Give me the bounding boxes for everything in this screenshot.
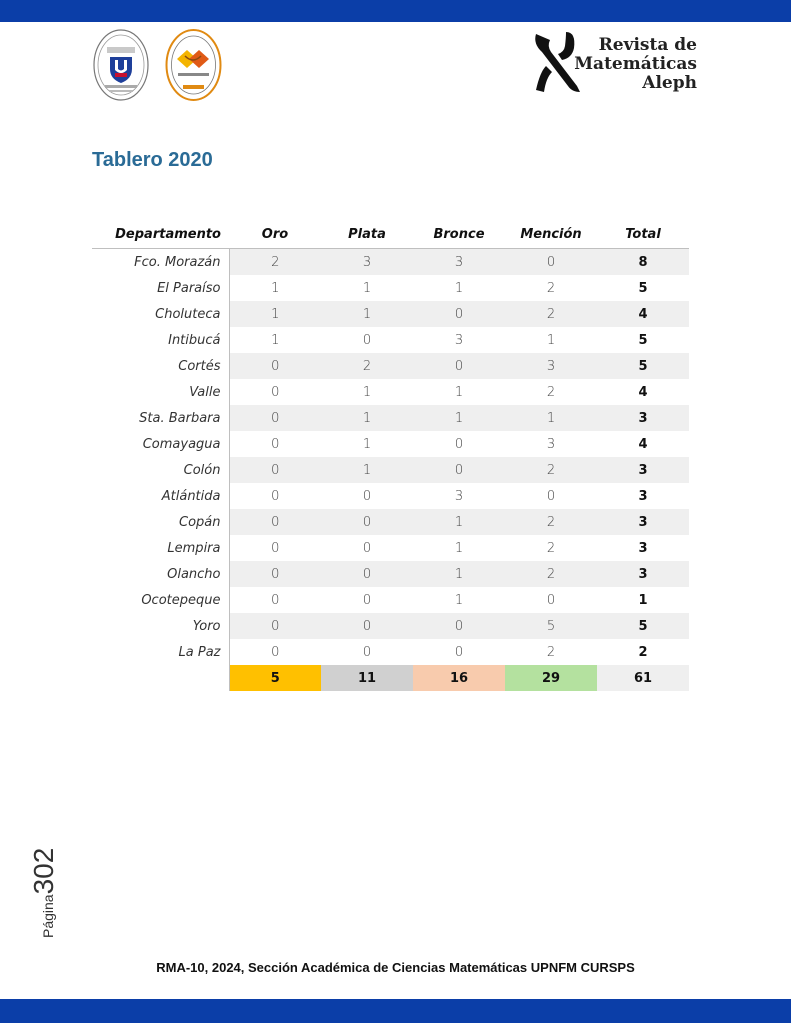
- cell-bronce: 1: [454, 384, 464, 400]
- col-header-plata: Plata: [321, 220, 413, 249]
- cell-mencion: 3: [505, 353, 597, 379]
- total-mencion: 29: [505, 665, 597, 691]
- brand-line-1: Revista de: [598, 35, 697, 55]
- cell-bronce: 1: [454, 540, 464, 556]
- cell-oro: 0: [271, 436, 280, 452]
- table-row: [92, 509, 689, 535]
- cell-mencion: 2: [546, 280, 556, 296]
- table-body: [92, 249, 689, 666]
- cell-departamento: Fco. Morazán: [92, 249, 229, 276]
- cell-total: 2: [638, 644, 648, 660]
- cell-mencion: 5: [505, 613, 597, 639]
- cell-departamento: Comayagua: [92, 431, 229, 457]
- cell-oro: 0: [271, 540, 280, 556]
- cell-plata: 1: [362, 384, 372, 400]
- cell-bronce: 0: [413, 301, 505, 327]
- cell-total: 3: [597, 561, 689, 587]
- cell-total: 1: [638, 592, 648, 608]
- cell-oro: 1: [271, 332, 280, 348]
- cell-departamento: Colón: [92, 457, 229, 483]
- cell-plata: 0: [321, 613, 413, 639]
- cell-total: 5: [597, 613, 689, 639]
- table-row: [92, 379, 689, 405]
- cell-departamento: Lempira: [92, 535, 229, 561]
- cell-mencion: 2: [546, 384, 556, 400]
- cell-oro: 0: [271, 592, 280, 608]
- cell-plata: 0: [362, 644, 372, 660]
- cell-departamento: La Paz: [92, 639, 229, 665]
- cell-plata: 0: [362, 488, 372, 504]
- page-word: Página: [40, 894, 56, 938]
- col-header-bronce: Bronce: [413, 220, 505, 249]
- cell-total: 4: [638, 384, 648, 400]
- upnfm-math-logo: [165, 29, 222, 101]
- table-row: [92, 535, 689, 561]
- cell-oro: 0: [229, 405, 321, 431]
- cell-oro: 2: [229, 249, 321, 276]
- cell-mencion: 2: [505, 457, 597, 483]
- table-row: [92, 275, 689, 301]
- cell-departamento: Ocotepeque: [92, 587, 229, 613]
- cell-departamento: Sta. Barbara: [92, 405, 229, 431]
- cell-plata: 1: [321, 301, 413, 327]
- table-row: [92, 327, 689, 353]
- cell-plata: 0: [321, 509, 413, 535]
- totals-blank-cell: [92, 665, 229, 691]
- col-header-mencion: Mención: [505, 220, 597, 249]
- footer-citation: RMA-10, 2024, Sección Académica de Ciencias Matemáticas UPNFM CURSPS: [156, 960, 635, 975]
- cell-plata: 1: [321, 457, 413, 483]
- cell-oro: 0: [229, 561, 321, 587]
- table-row: [92, 301, 689, 327]
- cell-total: 5: [638, 280, 648, 296]
- cell-departamento: El Paraíso: [92, 275, 229, 301]
- cell-oro: 0: [229, 457, 321, 483]
- cell-total: 3: [597, 509, 689, 535]
- cell-departamento: Copán: [92, 509, 229, 535]
- table-row: [92, 457, 689, 483]
- cell-bronce: 3: [454, 332, 464, 348]
- cell-total: 3: [638, 488, 648, 504]
- cell-bronce: 0: [454, 436, 464, 452]
- cell-oro: 0: [229, 353, 321, 379]
- table-row: [92, 613, 689, 639]
- page-number: 302: [28, 847, 59, 895]
- table-row: [92, 639, 689, 665]
- cell-mencion: 2: [505, 509, 597, 535]
- university-seal-logo: [93, 29, 149, 101]
- total-plata: 11: [321, 665, 413, 691]
- cell-bronce: 1: [454, 592, 464, 608]
- total-general: 61: [597, 665, 689, 691]
- brand-line-3: Aleph: [642, 73, 697, 93]
- cell-bronce: 3: [454, 488, 464, 504]
- cell-plata: 3: [321, 249, 413, 276]
- cell-bronce: 3: [413, 249, 505, 276]
- cell-departamento: Olancho: [92, 561, 229, 587]
- cell-oro: 0: [271, 488, 280, 504]
- cell-bronce: 1: [413, 405, 505, 431]
- cell-total: 3: [597, 405, 689, 431]
- cell-departamento: Valle: [92, 379, 229, 405]
- journal-brand: [528, 28, 703, 100]
- cell-plata: 1: [362, 280, 372, 296]
- cell-total: 4: [638, 436, 648, 452]
- cell-total: 3: [638, 540, 648, 556]
- page-number-label: [28, 848, 60, 938]
- section-title: Tablero 2020: [92, 149, 213, 171]
- cell-oro: 0: [229, 509, 321, 535]
- cell-mencion: 0: [546, 592, 556, 608]
- cell-bronce: 1: [413, 561, 505, 587]
- cell-bronce: 0: [413, 613, 505, 639]
- table-row: [92, 561, 689, 587]
- brand-line-2: Matemáticas: [574, 54, 697, 74]
- medal-table: [92, 220, 689, 691]
- cell-departamento: Intibucá: [92, 327, 229, 353]
- cell-mencion: 2: [546, 540, 556, 556]
- cell-bronce: 1: [454, 280, 464, 296]
- cell-total: 8: [597, 249, 689, 276]
- cell-bronce: 0: [413, 353, 505, 379]
- cell-mencion: 2: [505, 561, 597, 587]
- cell-mencion: 0: [546, 488, 556, 504]
- cell-oro: 0: [229, 613, 321, 639]
- col-header-departamento: Departamento: [92, 220, 229, 249]
- cell-total: 5: [597, 353, 689, 379]
- cell-plata: 2: [321, 353, 413, 379]
- cell-mencion: 2: [505, 301, 597, 327]
- cell-mencion: 1: [546, 332, 556, 348]
- bottom-bar: [0, 999, 791, 1023]
- cell-total: 5: [638, 332, 648, 348]
- table-row: [92, 405, 689, 431]
- cell-mencion: 3: [546, 436, 556, 452]
- top-bar: [0, 0, 791, 22]
- cell-bronce: 0: [413, 457, 505, 483]
- cell-oro: 0: [271, 384, 280, 400]
- cell-mencion: 0: [505, 249, 597, 276]
- table-row: [92, 249, 689, 276]
- table-row: [92, 587, 689, 613]
- cell-oro: 1: [229, 301, 321, 327]
- table-row: [92, 431, 689, 457]
- cell-plata: 0: [362, 540, 372, 556]
- totals-row: [92, 665, 689, 691]
- table-row: [92, 483, 689, 509]
- cell-departamento: Cortés: [92, 353, 229, 379]
- cell-mencion: 1: [505, 405, 597, 431]
- table-row: [92, 353, 689, 379]
- cell-plata: 1: [321, 405, 413, 431]
- cell-oro: 0: [271, 644, 280, 660]
- cell-bronce: 0: [454, 644, 464, 660]
- cell-departamento: Atlántida: [92, 483, 229, 509]
- cell-oro: 1: [271, 280, 280, 296]
- cell-bronce: 1: [413, 509, 505, 535]
- col-header-total: Total: [597, 220, 689, 249]
- cell-plata: 0: [362, 332, 372, 348]
- table-header-row: [92, 220, 689, 249]
- total-bronce: 16: [413, 665, 505, 691]
- total-oro: 5: [229, 665, 321, 691]
- cell-plata: 0: [321, 561, 413, 587]
- cell-total: 3: [597, 457, 689, 483]
- cell-mencion: 2: [546, 644, 556, 660]
- cell-total: 4: [597, 301, 689, 327]
- cell-plata: 0: [362, 592, 372, 608]
- cell-departamento: Choluteca: [92, 301, 229, 327]
- col-header-oro: Oro: [229, 220, 321, 249]
- cell-departamento: Yoro: [92, 613, 229, 639]
- cell-plata: 1: [362, 436, 372, 452]
